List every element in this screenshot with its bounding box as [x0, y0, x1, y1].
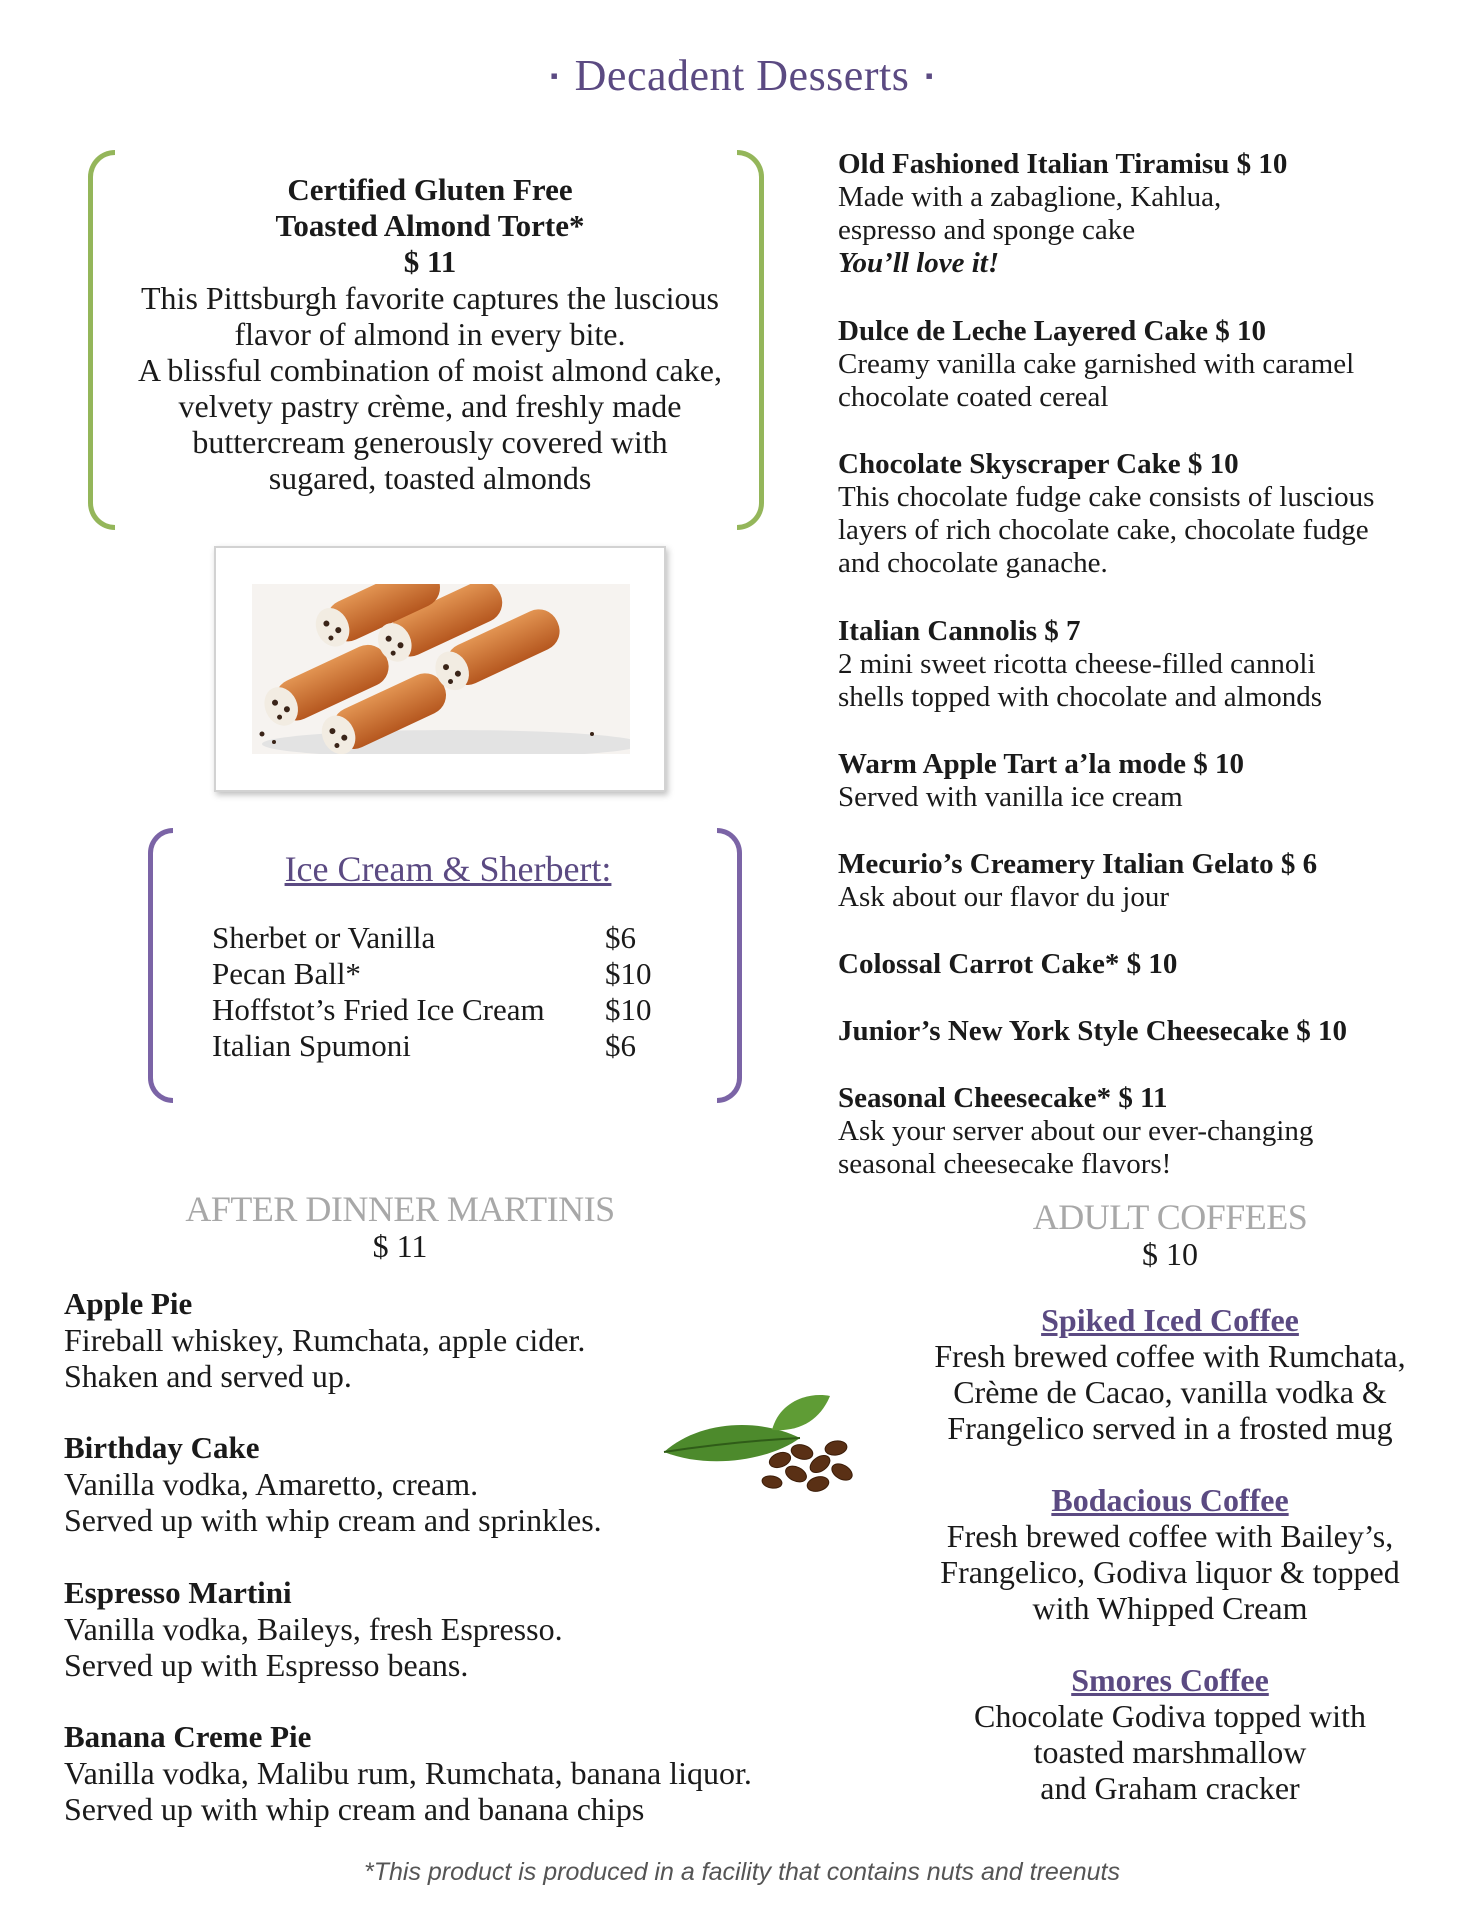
title-ornament-left: ▪ — [550, 62, 559, 88]
torte-desc: This Pittsburgh favorite captures the luscious — [141, 280, 719, 316]
torte-line2: Toasted Almond Torte* — [275, 208, 585, 243]
coffee-item: Bodacious Coffee Fresh brewed coffee with Bailey’s, Frangelico, Godiva liquor & topped with Whipped Cream — [940, 1482, 1400, 1626]
ice-cream-item: Sherbet or Vanilla $6 — [212, 920, 636, 955]
torte-price: $ 11 — [403, 244, 457, 279]
ice-cream-item: Italian Spumoni $6 — [212, 1028, 636, 1063]
torte-desc: buttercream generously covered with — [192, 424, 668, 460]
martinis-title: AFTER DINNER MARTINIS — [185, 1189, 615, 1229]
dessert-item: Mecurio’s Creamery Italian Gelato $ 6 Ask about our flavor du jour — [838, 848, 1318, 913]
ice-cream-title: Ice Cream & Sherbert: — [284, 849, 612, 889]
martini-item: Espresso Martini Vanilla vodka, Baileys, fresh Espresso. Served up with Espresso beans. — [64, 1575, 563, 1683]
coffees-title: ADULT COFFEES — [1032, 1197, 1308, 1237]
dessert-item: Warm Apple Tart a’la mode $ 10 Served with vanilla ice cream — [838, 748, 1245, 813]
martini-item: Birthday Cake Vanilla vodka, Amaretto, cream. Served up with whip cream and sprinkles. — [64, 1430, 602, 1538]
allergen-footnote: *This product is produced in a facility that contains nuts and treenuts — [364, 1858, 1120, 1886]
dessert-item: Old Fashioned Italian Tiramisu $ 10 Made with a zabaglione, Kahlua, espresso and sponge cake You’ll love it! — [838, 148, 1288, 279]
coffee-beans-leaf-icon — [660, 1390, 865, 1500]
dessert-item: Dulce de Leche Layered Cake $ 10 Creamy vanilla cake garnished with caramel chocolate coated cereal — [838, 315, 1355, 413]
torte-desc: A blissful combination of moist almond cake, — [138, 352, 722, 388]
dessert-item: Seasonal Cheesecake* $ 11 Ask your server about our ever-changing seasonal cheesecake flavors! — [838, 1082, 1314, 1180]
torte-feature — [110, 172, 750, 496]
coffees-price: $ 10 — [1142, 1236, 1198, 1272]
cannoli-photo — [214, 546, 666, 792]
torte-desc: sugared, toasted almonds — [268, 460, 592, 496]
coffee-item: Spiked Iced Coffee Fresh brewed coffee with Rumchata, Crème de Cacao, vanilla vodka & Frangelico served in a frosted mug — [934, 1302, 1406, 1446]
torte-desc: flavor of almond in every bite. — [234, 316, 626, 352]
ice-cream-item: Pecan Ball* $10 — [212, 956, 652, 991]
coffee-item: Smores Coffee Chocolate Godiva topped with toasted marshmallow and Graham cracker — [974, 1662, 1366, 1806]
torte-line1: Certified Gluten Free — [287, 172, 573, 207]
purple-bracket-left — [148, 828, 173, 1103]
dessert-item: Chocolate Skyscraper Cake $ 10 This chocolate fudge cake consists of luscious layers of rich chocolate cake, chocolate fudge and chocolate ganache. — [838, 448, 1375, 579]
page-title: ▪ Decadent Desserts ▪ — [550, 51, 934, 100]
dessert-item: Junior’s New York Style Cheesecake $ 10 — [838, 1015, 1348, 1047]
martini-item: Apple Pie Fireball whiskey, Rumchata, apple cider. Shaken and served up. — [64, 1286, 586, 1394]
ice-cream-list — [212, 920, 652, 1064]
dessert-item: Colossal Carrot Cake* $ 10 — [838, 948, 1178, 980]
dessert-item: Italian Cannolis $ 7 2 mini sweet ricotta cheese-filled cannoli shells topped with chocolate and almonds — [838, 615, 1323, 713]
cannoli-illustration — [252, 584, 630, 754]
martini-item: Banana Creme Pie Vanilla vodka, Malibu rum, Rumchata, banana liquor. Served up with whip cream and banana chips — [64, 1719, 752, 1827]
torte-desc: velvety pastry crème, and freshly made — [178, 388, 682, 424]
ice-cream-item: Hoffstot’s Fried Ice Cream $10 — [212, 992, 652, 1027]
martinis-price: $ 11 — [372, 1228, 428, 1264]
title-ornament-right: ▪ — [925, 62, 934, 88]
